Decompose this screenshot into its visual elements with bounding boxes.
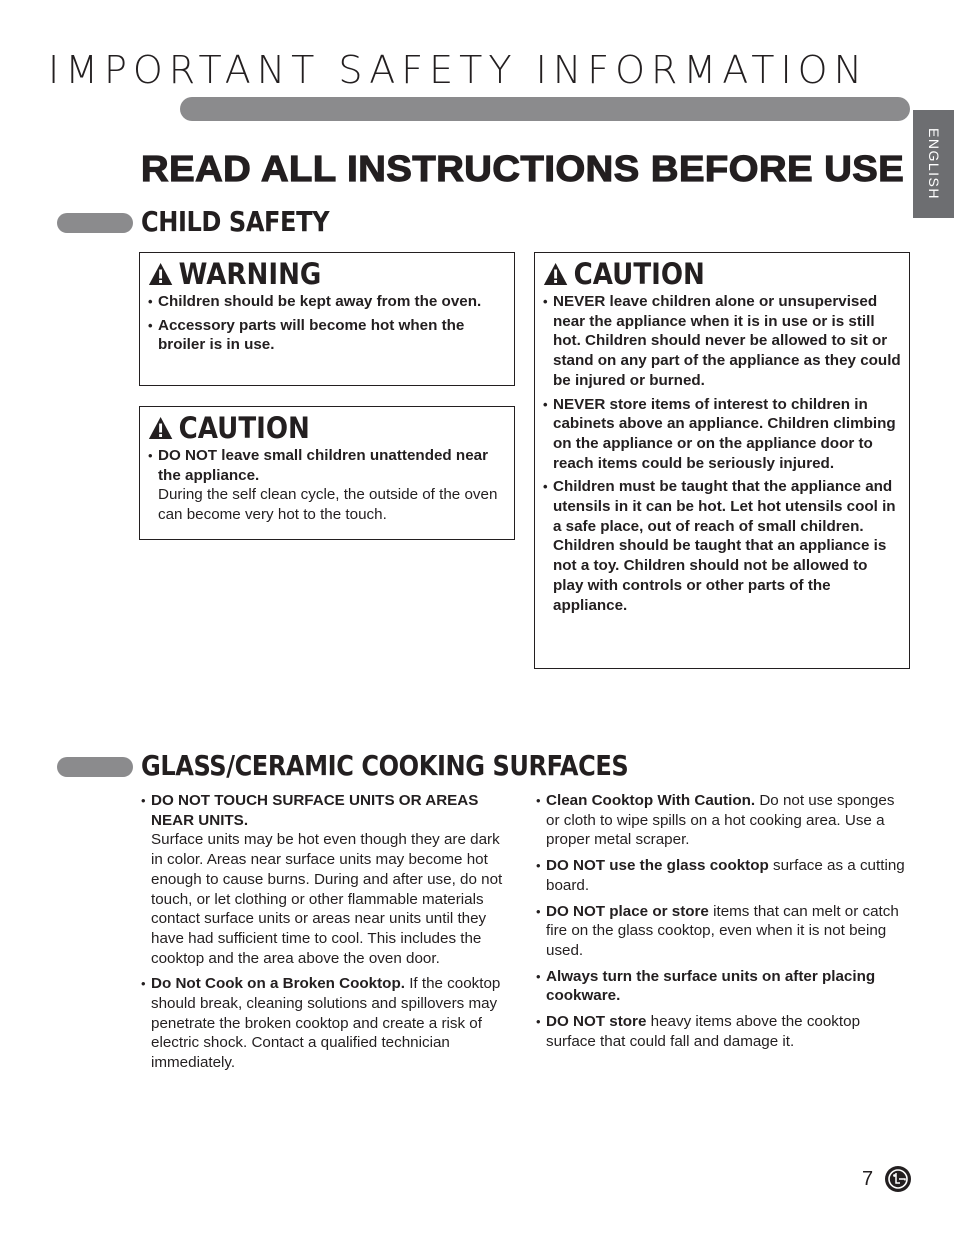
main-heading: READ ALL INSTRUCTIONS BEFORE USE <box>141 148 905 189</box>
list-item: • Children should be kept away from the oven. <box>148 292 506 312</box>
caution-box-right <box>534 252 910 669</box>
glass-ceramic-heading: GLASS/CERAMIC COOKING SURFACES <box>141 749 629 782</box>
warning-box <box>139 252 515 386</box>
caution-title: CAUTION <box>543 258 865 290</box>
list-item: • Accessory parts will become hot when the broiler is in use. <box>148 316 506 355</box>
warning-triangle-icon <box>543 261 568 287</box>
caution-title: CAUTION <box>148 412 470 444</box>
list-item: • Do Not Cook on a Broken Cooktop. If the cooktop should break, cleaning solutions and spillovers may penetrate the broken cooktop and create a risk of electric shock. Contact a qualified technician immediately. <box>141 974 511 1073</box>
list-item: • DO NOT leave small children unattended near the appliance. During the self clean cycle, the outside of the oven can become very hot to the touch. <box>148 446 506 525</box>
section-marker <box>57 757 133 777</box>
lg-logo-icon <box>885 1166 911 1192</box>
glass-right-column <box>536 791 906 1057</box>
list-item: • NEVER store items of interest to children in cabinets above an appliance. Children climbing on the appliance or on the appliance door to reach items could be seriously injured. <box>543 395 901 474</box>
language-tab-label: ENGLISH <box>925 128 942 200</box>
glass-left-column <box>141 791 511 1079</box>
caution-box-left <box>139 406 515 540</box>
list-item: • DO NOT store heavy items above the cooktop surface that could fall and damage it. <box>536 1012 906 1051</box>
warning-title: WARNING <box>148 258 470 290</box>
list-item: • Clean Cooktop With Caution. Do not use sponges or cloth to wipe spills on a hot cooking area. Use a proper metal scraper. <box>536 791 906 850</box>
warning-triangle-icon <box>148 261 173 287</box>
language-tab <box>913 110 954 218</box>
list-item: • NEVER leave children alone or unsupervised near the appliance when it is in use or is still hot. Children should never be allowed to sit or stand on any part of the appliance as they could be injured or burned. <box>543 292 901 391</box>
page-title: IMPORTANT SAFETY INFORMATION <box>47 48 868 92</box>
list-item: • DO NOT use the glass cooktop surface as a cutting board. <box>536 856 906 895</box>
list-item: • Always turn the surface units on after placing cookware. <box>536 967 906 1006</box>
page-number: 7 <box>862 1168 874 1190</box>
child-safety-heading: CHILD SAFETY <box>141 205 330 238</box>
list-item: • Children must be taught that the appliance and utensils in it can be hot. Let hot utensils cool in a safe place, out of reach of small children. Children should be taught that an appliance is not a toy. Children should not be allowed to play with controls or other parts of the appliance. <box>543 477 901 615</box>
warning-triangle-icon <box>148 415 173 441</box>
title-bar <box>180 97 910 121</box>
list-item: • DO NOT place or store items that can melt or catch fire on the glass cooktop, even when it is not being used. <box>536 902 906 961</box>
section-marker <box>57 213 133 233</box>
list-item: • DO NOT TOUCH SURFACE UNITS OR AREAS NEAR UNITS. Surface units may be hot even though they are dark in color. Areas near surface units may become hot enough to cause burns. During and after use, do not touch, or let clothing or other flammable materials contact surface units or areas near units until they have had sufficient time to cool. This includes the cooktop and the area above the oven door. <box>141 791 511 968</box>
